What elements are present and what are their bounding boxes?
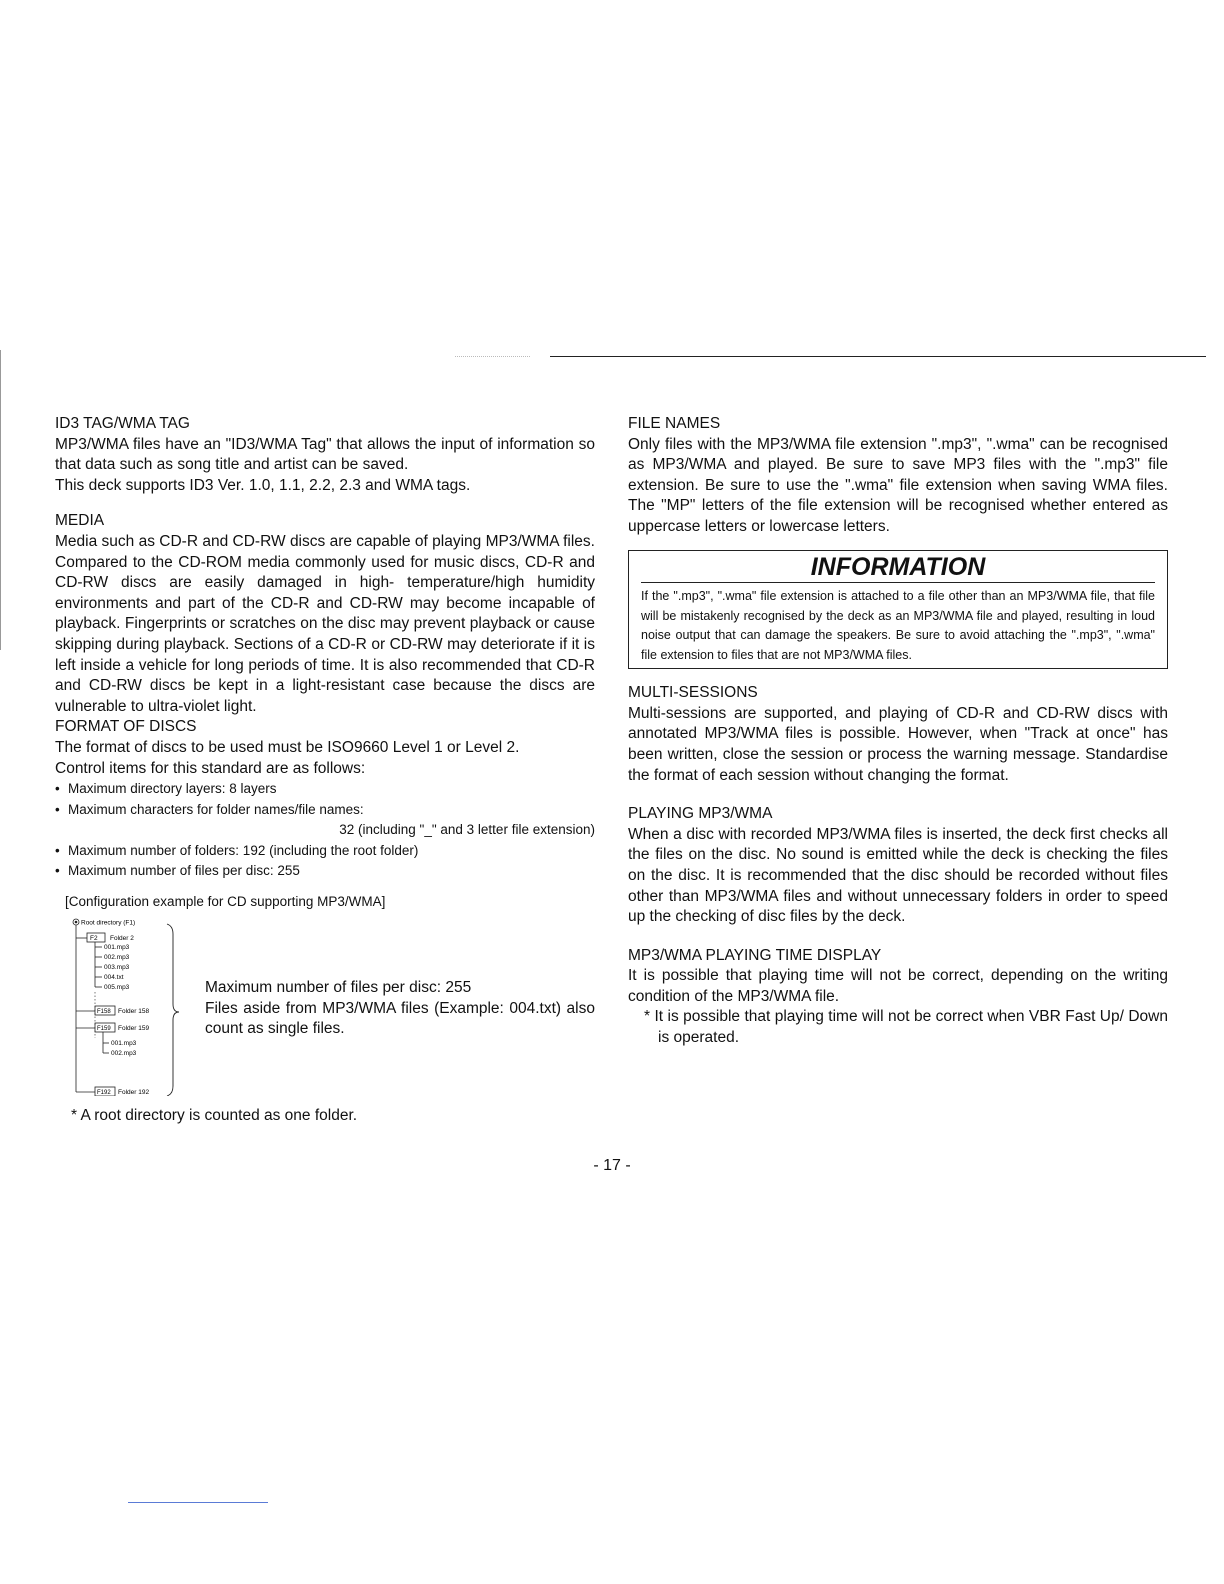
file-name: 001.mp3 <box>104 944 130 952</box>
spec-item: • Maximum directory layers: 8 layers <box>55 779 595 800</box>
spec-item: • Maximum number of folders: 192 (including the root folder) <box>55 841 595 862</box>
filenames-heading: FILE NAMES <box>628 415 721 432</box>
file-name: 005.mp3 <box>104 984 130 992</box>
folder-tag: F192 <box>97 1090 111 1097</box>
file-name: 004.txt <box>104 974 124 982</box>
filenames-text: Only files with the MP3/WMA file extension ".mp3", ".wma" can be recognised as MP3/WMA and played. Be sure to save MP3 files with the ".mp3" file extension. Be sure to use the ".wma" file extension when saving WMA files. The "MP" letters of the file extension will be recognised whether entered as uppercase letters or lowercase letters. <box>628 435 1168 535</box>
playing-time-note: * It is possible that playing time will not be correct when VBR Fast Up/ Down is operated. <box>644 1008 1168 1047</box>
bottom-rule <box>128 1502 268 1503</box>
header-rule <box>550 356 1206 357</box>
spec-item <box>55 800 595 841</box>
id3-text-2: This deck supports ID3 Ver. 1.0, 1.1, 2.2, 2.3 and WMA tags. <box>55 476 471 494</box>
config-caption: [Configuration example for CD supporting MP3/WMA] <box>65 893 386 909</box>
root-label: Root directory (F1) <box>81 919 136 927</box>
folder-label: Folder 158 <box>118 1008 150 1016</box>
spec-chars-detail: 32 (including "_" and 3 letter file extension) <box>339 822 595 838</box>
format-text-2: Control items for this standard are as follows: <box>55 759 366 777</box>
file-name: 002.mp3 <box>111 1050 137 1058</box>
brace <box>167 924 179 1096</box>
footnote: * A root directory is counted as one folder. <box>71 1107 358 1125</box>
margin-line <box>0 350 1 650</box>
information-title: INFORMATION <box>810 552 986 581</box>
folder-label: Folder 192 <box>118 1089 150 1097</box>
playing-heading: PLAYING MP3/WMA <box>628 805 773 823</box>
multi-sessions-heading: MULTI-SESSIONS <box>628 684 758 702</box>
file-name: 003.mp3 <box>104 964 130 972</box>
information-box <box>628 550 1168 670</box>
folder-tag: F159 <box>97 1026 111 1033</box>
media-text: Media such as CD-R and CD-RW discs are capable of playing MP3/WMA files. Compared to the CD-ROM media commonly used for music discs, CD-R and CD-RW discs are easily damaged in high- temperature/high humidity environments and part of the CD-R and CD-RW may become incapable of playback. Fingerprints or scratches on the disc may prevent playback or cause skipping during playback. Sections of a CD-R or CD-RW may deteriorate if it is left inside a vehicle for long periods of time. It is also recommended that CD-R and CD-RW discs be kept in a light-resistant case because the discs are vulnerable to ultra-violet light. <box>55 532 595 715</box>
diagram-notes <box>205 978 595 1040</box>
folder-label: Folder 2 <box>110 935 134 943</box>
media-heading: MEDIA <box>55 512 105 530</box>
root-icon-dot <box>75 921 78 924</box>
folder-structure-diagram <box>55 916 595 1096</box>
information-text: If the ".mp3", ".wma" file extension is attached to a file other than an MP3/WMA file, that file will be mistakenly recognised by the deck as an MP3/WMA file and played, resulting in loud noise output that can damage the speakers. Be sure to avoid attaching the ".mp3", ".wma" file extension to files that are not MP3/WMA files. <box>641 589 1155 662</box>
folder-tag: F2 <box>90 935 98 943</box>
file-name: 001.mp3 <box>111 1040 137 1048</box>
diagram-note: Files aside from MP3/WMA files (Example: 004.txt) also count as single files. <box>205 999 595 1038</box>
multi-sessions-text: Multi-sessions are supported, and playing of CD-R and CD-RW discs with annotated MP3/WMA files is possible. However, when "Track at once" has been written, close the session or process the warning message. Standardise the format of each session without changing the format. <box>628 704 1168 784</box>
format-text: The format of discs to be used must be ISO9660 Level 1 or Level 2. <box>55 738 520 756</box>
folder-tree <box>55 916 195 1096</box>
faint-rule <box>455 356 530 357</box>
playing-time-text: It is possible that playing time will not be correct, depending on the writing condition of the MP3/WMA file. <box>628 967 1168 1005</box>
right-column <box>628 414 1168 1049</box>
page-number: - 17 - <box>593 1157 631 1174</box>
playing-text: When a disc with recorded MP3/WMA files is inserted, the deck first checks all the files on the disc. No sound is emitted while the deck is checking the files on the disc. It is recommended that the disc should be recorded without files other than MP3/WMA files and without unnecessary folders in order to speed up the checking of disc files by the deck. <box>628 825 1168 926</box>
id3-text: MP3/WMA files have an "ID3/WMA Tag" that allows the input of information so that data such as song title and artist can be saved. <box>55 435 595 474</box>
spec-item: • Maximum number of files per disc: 255 <box>55 861 595 882</box>
folder-label: Folder 159 <box>118 1025 150 1033</box>
spec-list <box>55 779 595 882</box>
diagram-note: Maximum number of files per disc: 255 <box>205 979 472 997</box>
playing-time-heading: MP3/WMA PLAYING TIME DISPLAY <box>628 946 882 964</box>
id3-heading: ID3 TAG/WMA TAG <box>55 415 190 432</box>
left-column <box>55 414 595 1127</box>
format-heading: FORMAT OF DISCS <box>55 718 197 736</box>
folder-tag: F158 <box>97 1009 111 1016</box>
file-name: 002.mp3 <box>104 954 130 962</box>
spec-item-text: Maximum characters for folder names/file names: <box>68 801 364 817</box>
